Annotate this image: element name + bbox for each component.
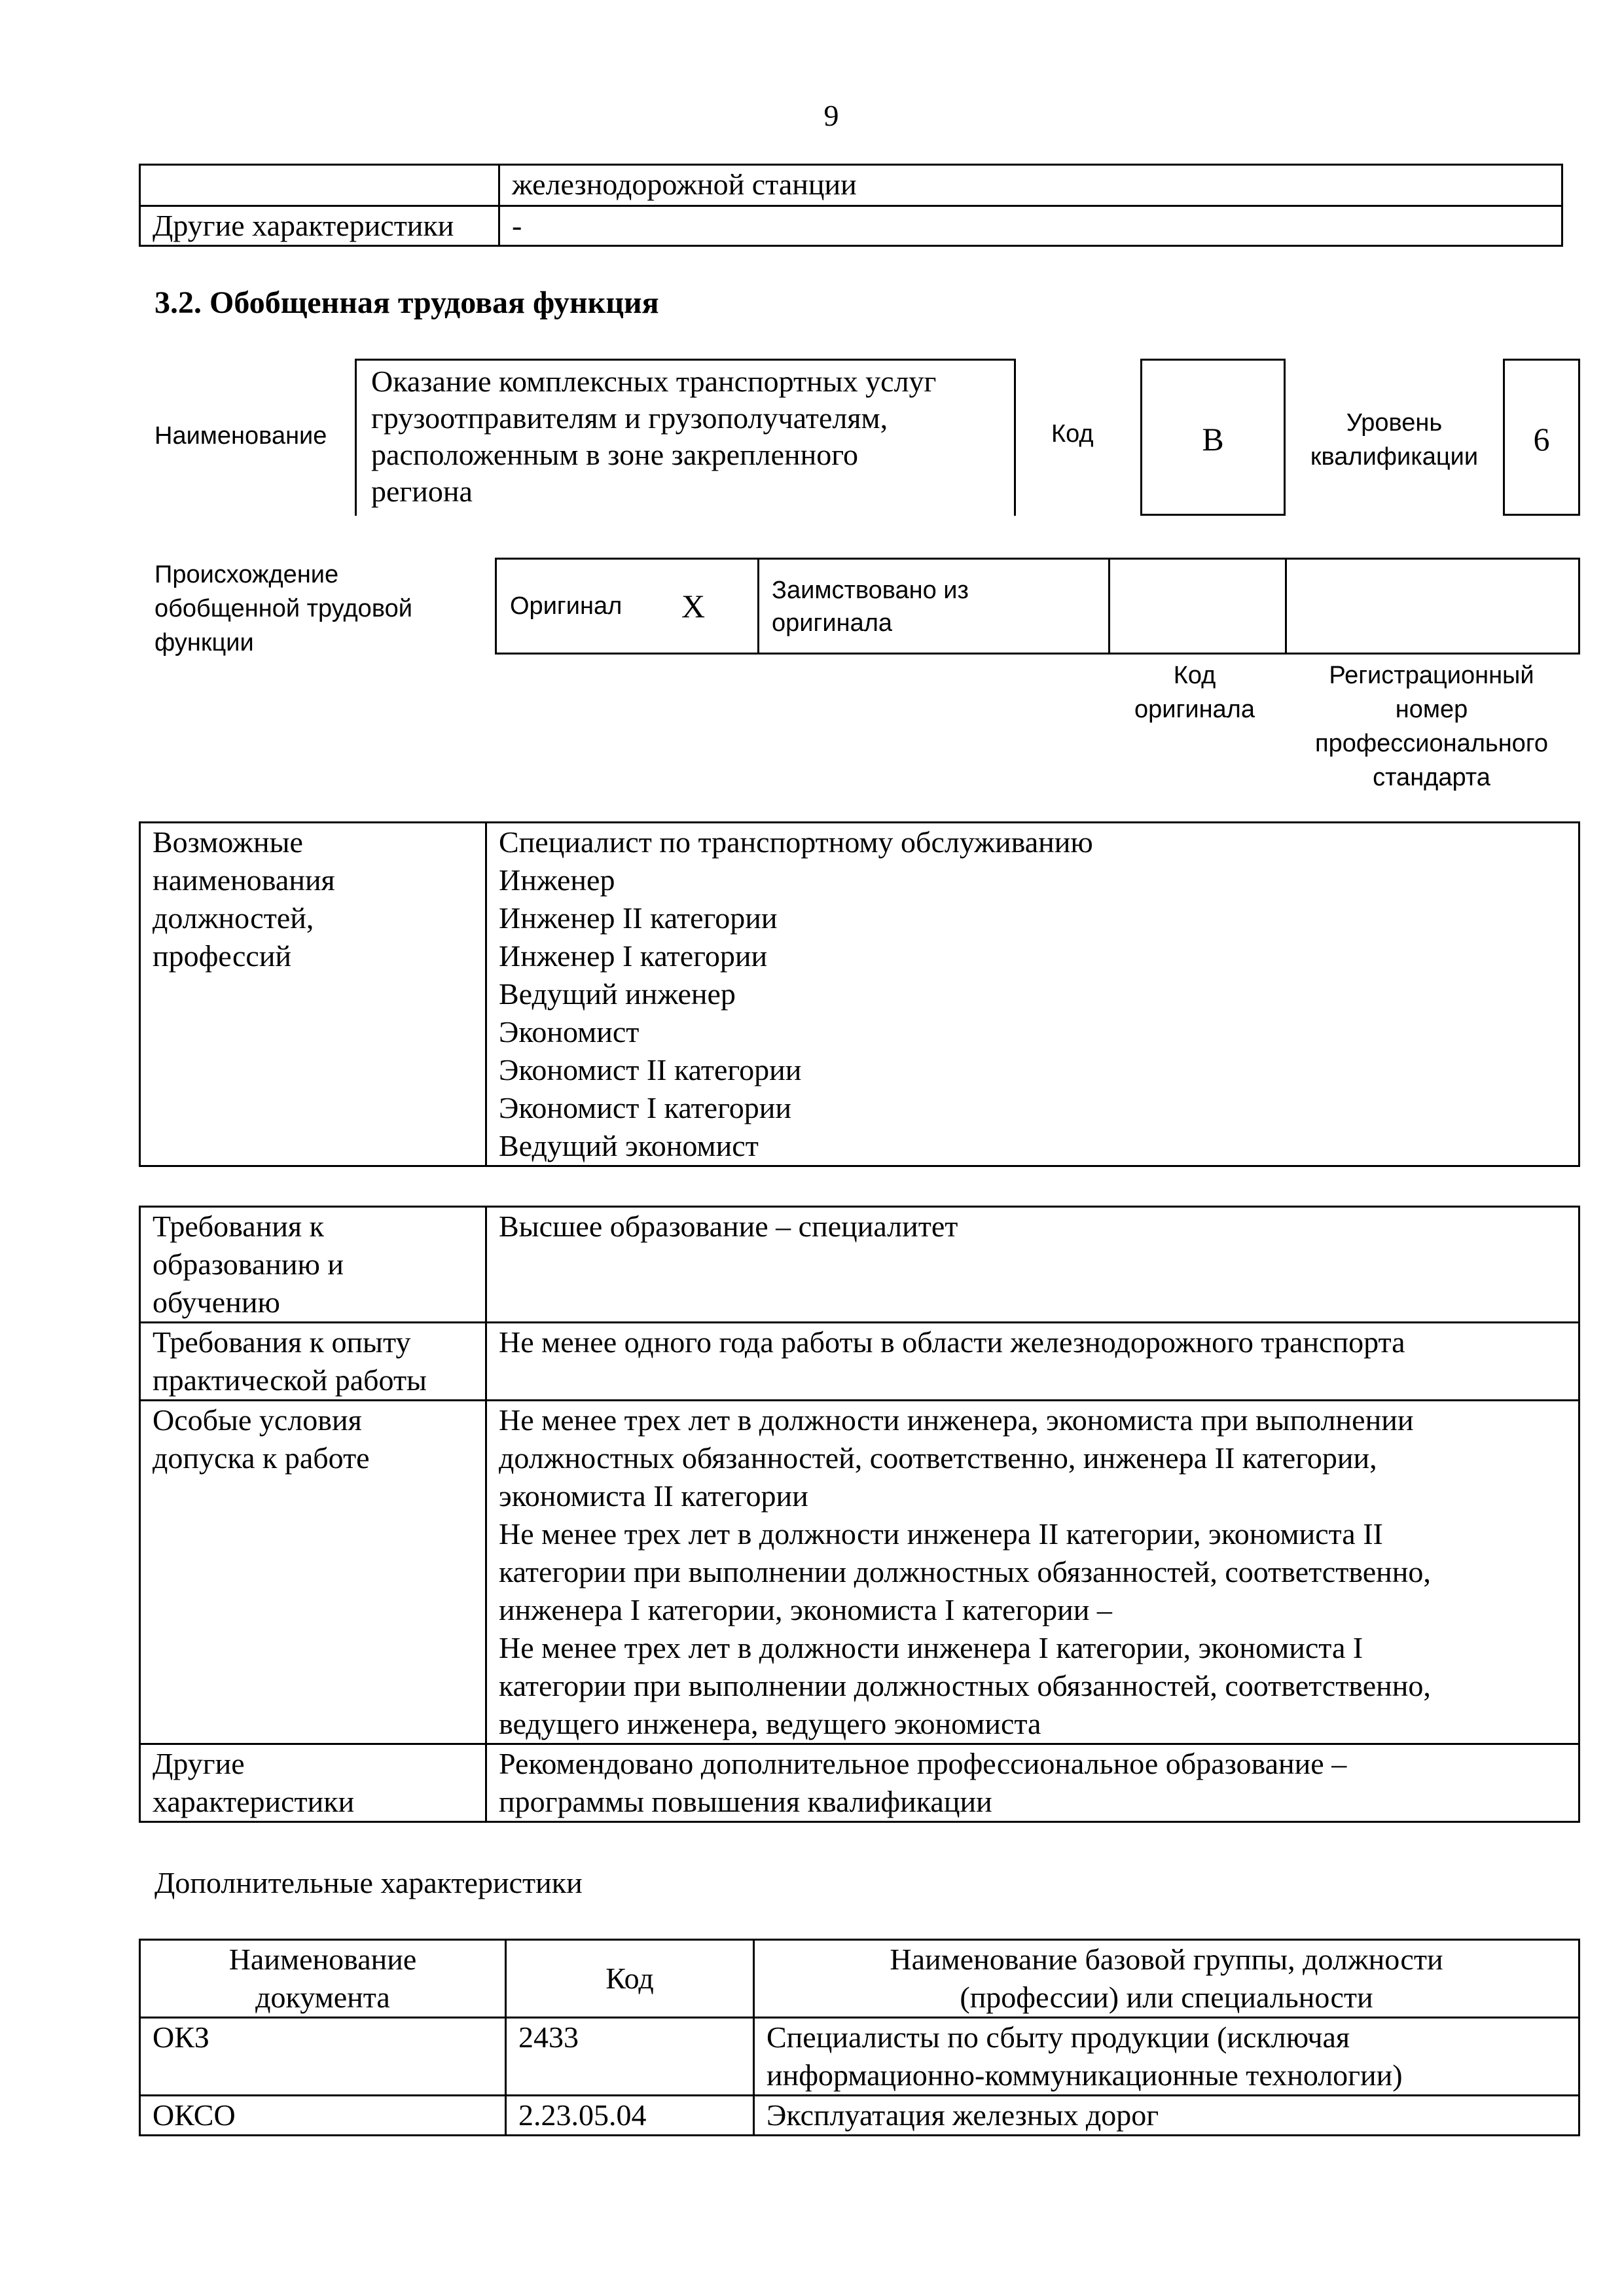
borrowed-label-line: оригинала [772,609,893,637]
origin-label-line: обобщенной трудовой [154,595,412,622]
value-line: Не менее трех лет в должности инженера, экономиста при выполнении [499,1403,1414,1437]
value-line: Не менее трех лет в должности инженера II категории, экономиста II [499,1517,1383,1551]
level-label-line: квалификации [1310,443,1479,471]
top-table-row [140,165,1562,206]
value-line: должностных обязанностей, соответственно, инженера II категории, [499,1441,1377,1475]
list-item: Инженер I категории [499,939,768,973]
list-item: Экономист II категории [499,1053,802,1086]
name-line: информационно-коммуникационные технологии) [767,2058,1403,2092]
label-line: наименования [153,863,335,897]
label-line: Возможные [153,825,303,859]
header-group-name [754,1940,1579,2018]
original-mark: X [681,588,706,624]
label-line: Требования к опыту [153,1325,411,1359]
table-row [140,1401,1579,1744]
value-line: Высшее образование – специалитет [499,1210,958,1243]
header-line: Наименование [228,1943,417,1976]
caption-line: номер [1395,696,1468,723]
code-label: Код [1051,420,1094,448]
origin-label-line: Происхождение [154,561,339,588]
function-name-line: региона [371,475,473,508]
value-line: экономиста II категории [499,1479,808,1513]
name-label: Наименование [154,422,327,450]
requirement-label [140,1207,486,1323]
list-item: Ведущий экономист [499,1129,759,1162]
reg-number-caption [1283,658,1580,795]
requirement-label [140,1323,486,1401]
header-line: Наименование базовой группы, должности [890,1943,1443,1976]
requirement-value [486,1323,1579,1401]
origin-label [154,558,412,660]
positions-table [139,821,1580,1167]
function-name-line: грузоотправителям и грузополучателям, [371,401,888,435]
name-cell [754,2018,1579,2096]
top-table-empty-cell [140,165,499,206]
code-value-box: B [1140,359,1286,516]
code-cell: 2.23.05.04 [506,2096,754,2136]
table-header-row [140,1940,1579,2018]
caption-line: стандарта [1373,764,1490,791]
origin-table [495,558,1580,655]
table-row [140,823,1579,1166]
table-row [140,1744,1579,1822]
top-table [139,164,1563,247]
name-line: Специалисты по сбыту продукции (исключая [767,2020,1350,2054]
value-line: Не менее одного года работы в области железнодорожного транспорта [499,1325,1405,1359]
label-line: профессий [153,939,292,973]
header-code: Код [506,1940,754,2018]
list-item: Специалист по транспортному обслуживанию [499,825,1093,859]
borrowed-label-line: Заимствовано из [772,577,969,604]
code-original-caption [1106,658,1283,726]
requirements-table [139,1206,1580,1823]
function-name-box [355,359,1016,516]
caption-line: оригинала [1134,696,1255,723]
label-line: допуска к работе [153,1441,370,1475]
function-name-line: Оказание комплексных транспортных услуг [371,365,937,398]
requirement-label [140,1744,486,1822]
section-title: 3.2. Обобщенная трудовая функция [154,285,659,320]
borrowed-label [772,574,969,639]
label-line: практической работы [153,1363,427,1397]
header-line: (профессии) или специальности [960,1981,1373,2014]
requirement-value [486,1744,1579,1822]
value-line: ведущего инженера, ведущего экономиста [499,1707,1041,1740]
requirement-value [486,1401,1579,1744]
top-table-value: железнодорожной станции [499,165,1562,206]
table-row [140,2018,1579,2096]
name-cell [754,2096,1579,2136]
top-table-value: - [499,206,1562,246]
caption-line: профессионального [1315,730,1548,757]
top-table-label: Другие характеристики [140,206,499,246]
label-line: обучению [153,1285,280,1319]
requirement-label [140,1401,486,1744]
label-line: образованию и [153,1247,344,1281]
caption-line: Регистрационный [1329,662,1534,689]
list-item: Инженер II категории [499,901,778,935]
table-row [140,1207,1579,1323]
level-label [1296,406,1492,474]
origin-divider [1108,560,1110,653]
value-line: Не менее трех лет в должности инженера I категории, экономиста I [499,1631,1363,1664]
level-label-line: Уровень [1346,409,1443,437]
positions-list [486,823,1579,1166]
label-line: Требования к [153,1210,324,1243]
level-value-box: 6 [1503,359,1580,516]
code-cell: 2433 [506,2018,754,2096]
requirement-value [486,1207,1579,1323]
list-item: Экономист I категории [499,1091,792,1124]
original-label: Оригинал [510,592,623,620]
name-line: Эксплуатация железных дорог [767,2098,1159,2132]
origin-divider [1285,560,1287,653]
value-line: программы повышения квалификации [499,1785,992,1818]
list-item: Экономист [499,1015,640,1049]
label-line: Другие [153,1747,245,1780]
additional-title: Дополнительные характеристики [154,1866,583,1899]
label-line: должностей, [153,901,314,935]
positions-label [140,823,486,1166]
caption-line: Код [1173,662,1216,689]
table-row [140,2096,1579,2136]
additional-table [139,1939,1580,2136]
label-line: Особые условия [153,1403,362,1437]
origin-divider [757,560,759,653]
page-number: 9 [823,99,839,132]
header-document [140,1940,506,2018]
label-line: характеристики [153,1785,355,1818]
value-line: инженера I категории, экономиста I категории – [499,1593,1112,1626]
doc-cell: ОКЗ [140,2018,506,2096]
value-line: Рекомендовано дополнительное профессиональное образование – [499,1747,1347,1780]
function-name-line: расположенным в зоне закрепленного [371,438,858,471]
value-line: категории при выполнении должностных обязанностей, соответственно, [499,1669,1431,1702]
list-item: Инженер [499,863,615,897]
doc-cell: ОКСО [140,2096,506,2136]
top-table-row [140,206,1562,246]
value-line: категории при выполнении должностных обязанностей, соответственно, [499,1555,1431,1588]
origin-label-line: функции [154,629,254,656]
list-item: Ведущий инженер [499,977,736,1011]
table-row [140,1323,1579,1401]
header-line: документа [255,1981,390,2014]
